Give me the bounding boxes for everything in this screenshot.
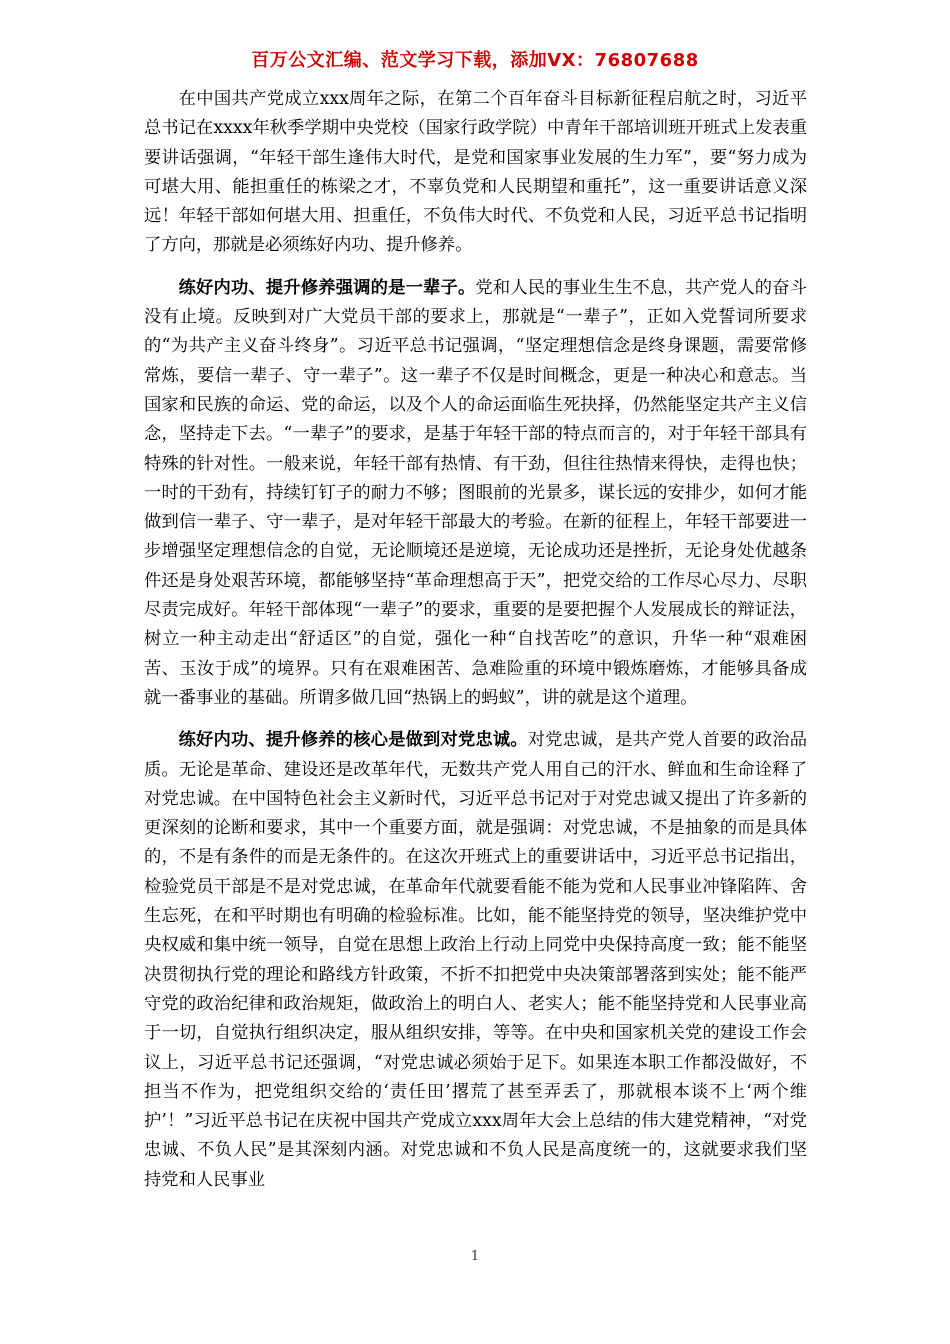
paragraph-intro <box>144 85 807 261</box>
page-number: 1 <box>470 1249 480 1264</box>
promo-header-banner: 百万公文汇编、范文学习下载，添加VX：76807688 <box>251 50 699 71</box>
document-body <box>144 85 807 1195</box>
paragraph-text: 对党忠诚，是共产党人首要的政治品质。无论是革命、建设还是改革年代，无数共产党人用自己的汗水、鲜血和生命诠释了对党忠诚。在中国特色社会主义新时代，习近平总书记对于对党忠诚又提出了许多新的更深刻的论断和要求，其中一个重要方面，就是强调：对党忠诚，不是抽象的而是具体的，不是有条件的而是无条件的。在这次开班式上的重要讲话中，习近平总书记指出，检验党员干部是不是对党忠诚，在革命年代就要看能不能为党和人民事业冲锋陷阵、舍生忘死，在和平时期也有明确的检验标准。比如，能不能坚持党的领导，坚决维护党中央权威和集中统一领导，自觉在思想上政治上行动上同党中央保持高度一致；能不能坚决贯彻执行党的理论和路线方针政策，不折不扣把党中央决策部署落到实处；能不能严守党的政治纪律和政治规矩，做政治上的明白人、老实人；能不能坚持党和人民事业高于一切，自觉执行组织决定，服从组织安排，等等。在中央和国家机关党的建设工作会议上，习近平总书记还强调，“对党忠诚必须始于足下。如果连本职工作都没做好，不担当不作为，把党组织交给的‘责任田’撂荒了甚至弄丢了，那就根本谈不上‘两个维护’！”习近平总书记在庆祝中国共产党成立xxx周年大会上总结的伟大建党精神，“对党忠诚、不负人民”是其深刻内涵。对党忠诚和不负人民是高度统一的，这就要求我们坚持党和人民事业 <box>144 730 807 1190</box>
paragraph-lifetime <box>144 274 807 713</box>
paragraph-loyalty <box>144 726 807 1195</box>
paragraph-text: 党和人民的事业生生不息，共产党人的奋斗没有止境。反映到对广大党员干部的要求上，那就是“一辈子”，正如入党誓词所要求的“为共产主义奋斗终身”。习近平总书记强调，“坚定理想信念是终身课题，需要常修常炼，要信一辈子、守一辈子”。这一辈子不仅是时间概念，更是一种决心和意志。当国家和民族的命运、党的命运，以及个人的命运面临生死抉择，仍然能坚定共产主义信念，坚持走下去。“一辈子”的要求，是基于年轻干部的特点而言的，对于年轻干部具有特殊的针对性。一般来说，年轻干部有热情、有干劲，但往往热情来得快，走得也快；一时的干劲有，持续钉钉子的耐力不够；图眼前的光景多，谋长远的安排少，如何才能做到信一辈子、守一辈子，是对年轻干部最大的考验。在新的征程上，年轻干部要进一步增强坚定理想信念的自觉，无论顺境还是逆境，无论成功还是挫折，无论身处优越条件还是身处艰苦环境，都能够坚持“革命理想高于天”，把党交给的工作尽心尽力、尽职尽责完成好。年轻干部体现“一辈子”的要求，重要的是要把握个人发展成长的辩证法，树立一种主动走出“舒适区”的自觉，强化一种“自找苦吃”的意识，升华一种“艰难困苦、玉汝于成”的境界。只有在艰难困苦、急难险重的环境中锻炼磨炼，才能够具备成就一番事业的基础。所谓多做几回“热锅上的蚂蚁”，讲的就是这个道理。 <box>144 277 807 708</box>
paragraph-lead: 练好内功、提升修养强调的是一辈子。 <box>178 277 476 298</box>
paragraph-text: 在中国共产党成立xxx周年之际，在第二个百年奋斗目标新征程启航之时，习近平总书记在xxxx年秋季学期中央党校（国家行政学院）中青年干部培训班开班式上发表重要讲话强调，“年轻干部生逢伟大时代，是党和国家事业发展的生力军”，要“努力成为可堪大用、能担重任的栋梁之才，不辜负党和人民期望和重托”，这一重要讲话意义深远！年轻干部如何堪大用、担重任，不负伟大时代、不负党和人民，习近平总书记指明了方向，那就是必须练好内功、提升修养。 <box>144 89 807 256</box>
paragraph-lead: 练好内功、提升修养的核心是做到对党忠诚。 <box>178 730 528 751</box>
